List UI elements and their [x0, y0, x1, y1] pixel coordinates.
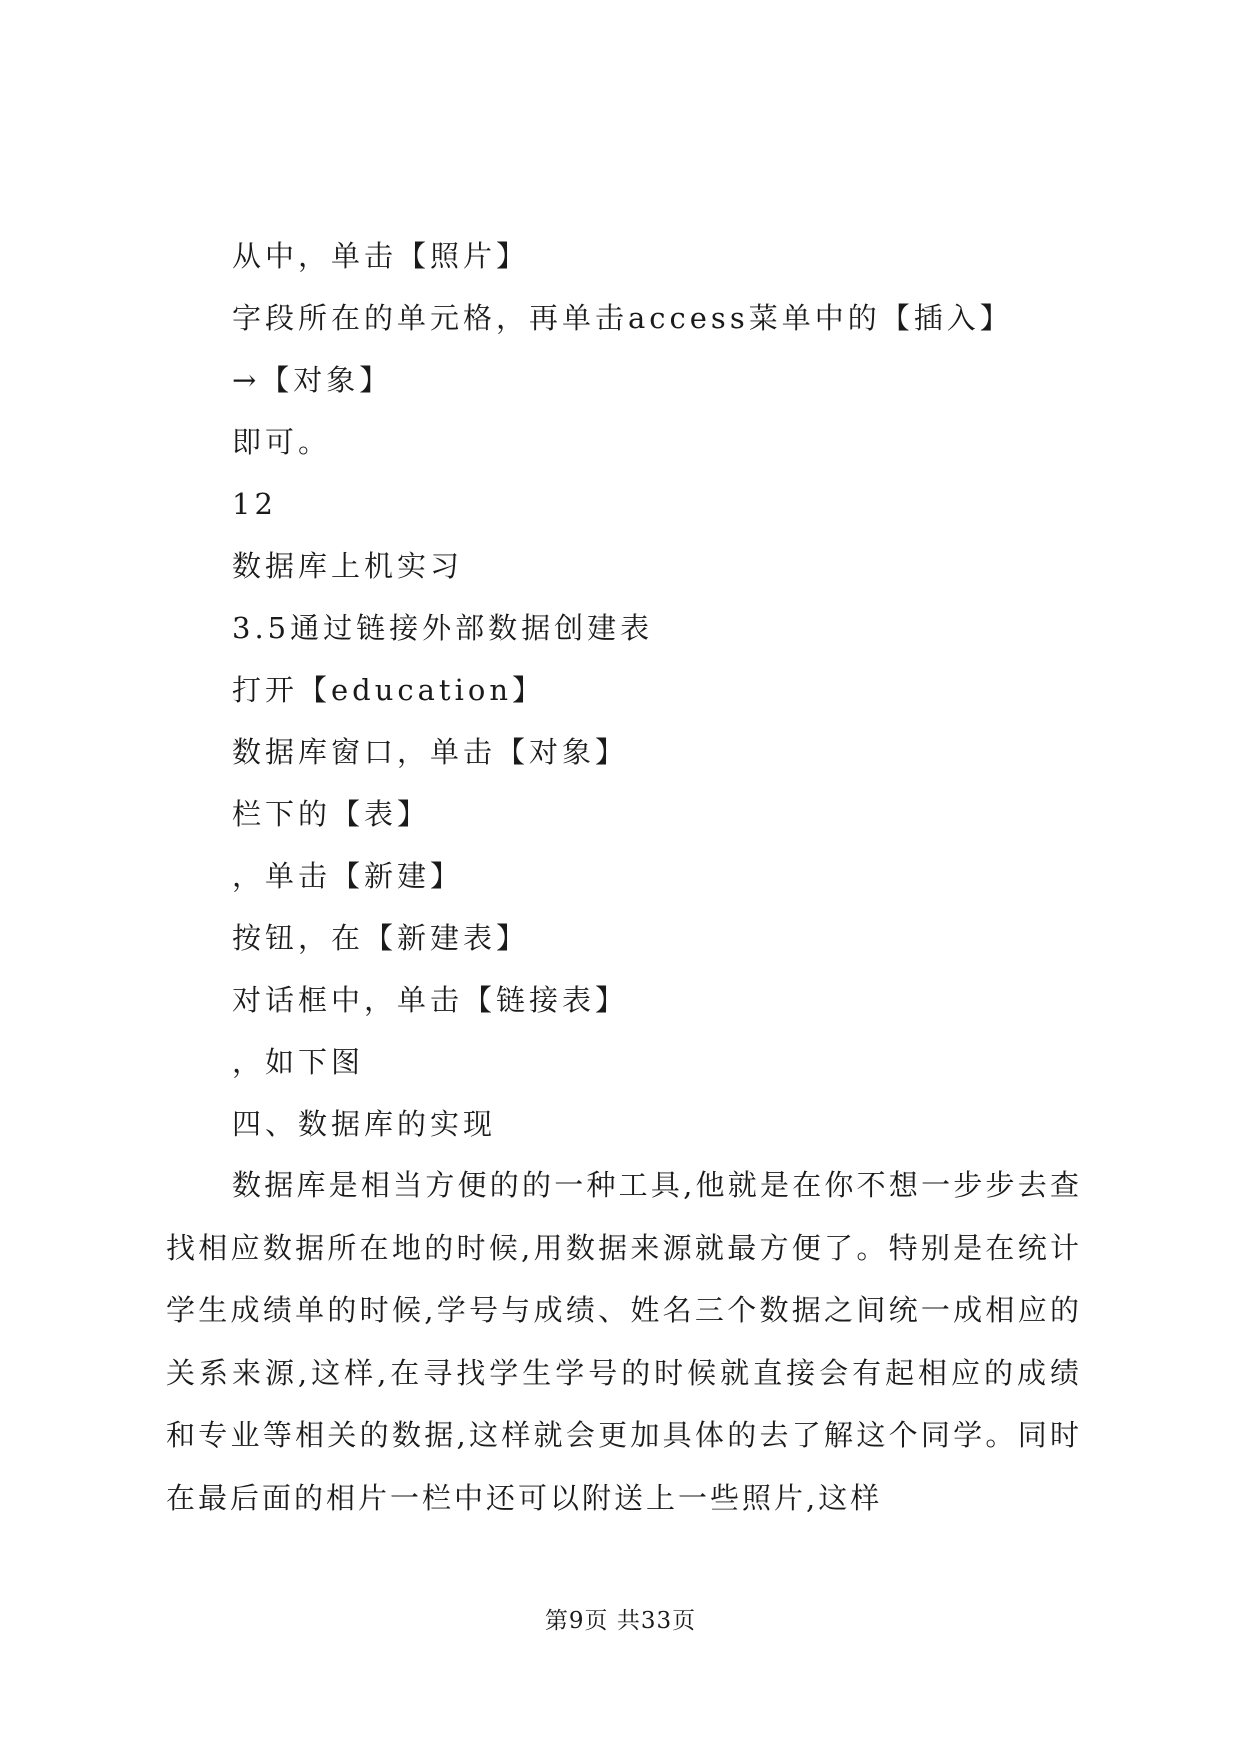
text-line-5: 12 — [232, 487, 277, 521]
text-line-3: →【对象】 — [232, 363, 393, 397]
text-line-6: 数据库上机实习 — [232, 549, 464, 583]
body-paragraph: 数据库是相当方便的的一种工具,他就是在你不想一步步去查找相应数据所在地的时候,用数据来源就最方便了。特别是在统计学生成绩单的时候,学号与成绩、姓名三个数据之间统一成相应的关系来源,这样,在寻找学生学号的时候就直接会有起相应的成绩和专业等相关的数据,这样就会更加具体的去了解这个同学。同时在最后面的相片一栏中还可以附送上一些照片,这样 — [166, 1168, 1082, 1515]
chapter-heading: 四、数据库的实现 — [232, 1107, 497, 1141]
section-heading: 3.5通过链接外部数据创建表 — [232, 611, 654, 645]
text-line-10: 栏下的【表】 — [232, 797, 431, 831]
text-line-1: 从中，单击【照片】 — [232, 239, 530, 273]
text-line-9: 数据库窗口，单击【对象】 — [232, 735, 629, 769]
text-line-11: ，单击【新建】 — [232, 859, 464, 893]
text-line-8: 打开【education】 — [232, 673, 546, 707]
text-line-14: ，如下图 — [232, 1045, 365, 1079]
text-line-13: 对话框中，单击【链接表】 — [232, 983, 629, 1017]
text-line-2: 字段所在的单元格，再单击access菜单中的【插入】 — [232, 301, 1013, 335]
text-line-12: 按钮，在【新建表】 — [232, 921, 530, 955]
text-line-4: 即可。 — [232, 425, 332, 459]
page-footer: 第9页 共33页 — [544, 1608, 697, 1634]
